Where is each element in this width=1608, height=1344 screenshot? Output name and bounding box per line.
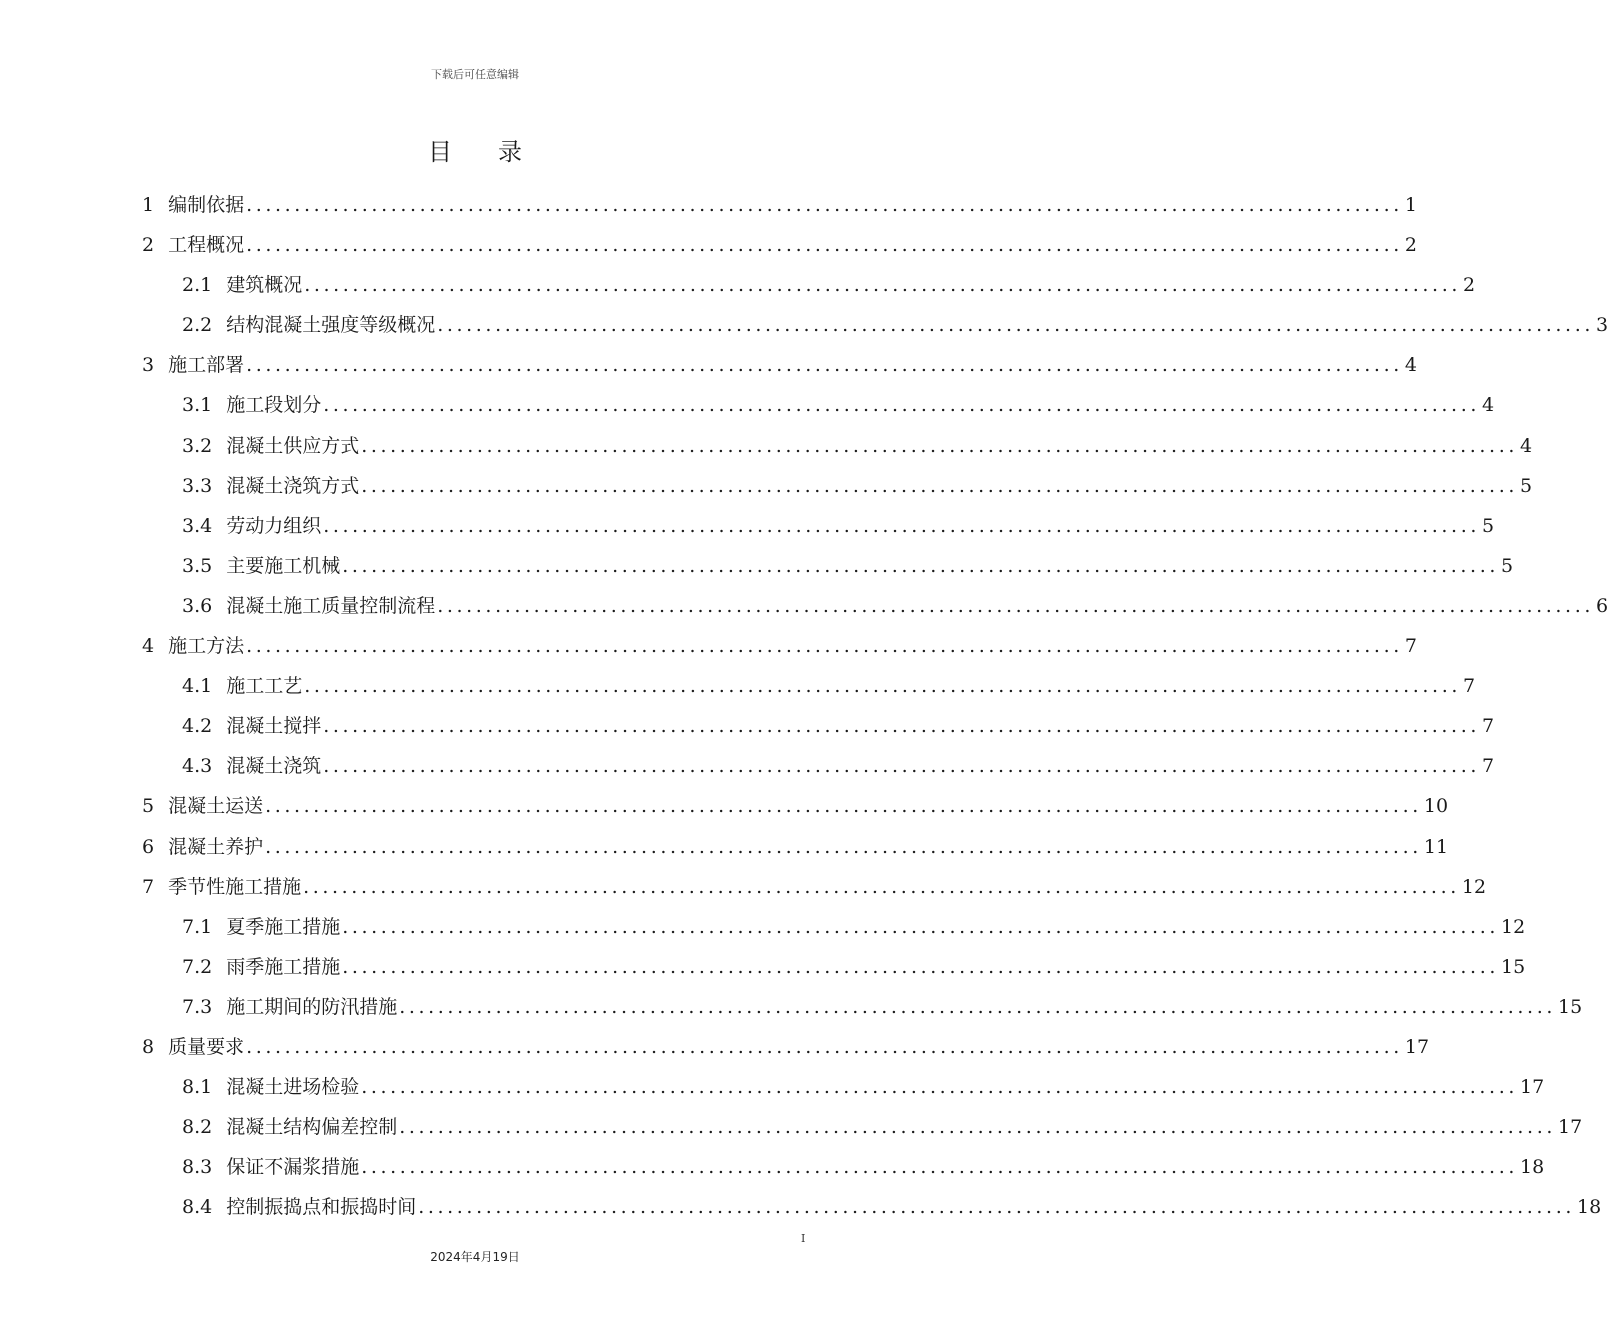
- toc-entry-title: 保证不漏浆措施: [226, 1156, 360, 1179]
- footer-date: 2024年4月19日: [430, 1250, 520, 1264]
- toc-entry[interactable]: [142, 185, 1417, 225]
- toc-entry-title: 混凝土施工质量控制流程: [226, 594, 436, 617]
- toc-entry-page: 15: [1557, 995, 1583, 1018]
- toc-entry-title: 施工方法: [168, 635, 245, 658]
- dot-leader: ........................................................................................................................: [246, 354, 1403, 377]
- dot-leader: ........................................................................................................................: [303, 875, 1460, 898]
- toc-entry-number: 4.1: [182, 675, 213, 698]
- toc-entry-number: 2.1: [182, 274, 213, 297]
- dot-leader: ........................................................................................................................: [265, 835, 1422, 858]
- toc-entry-number: 8.1: [182, 1076, 213, 1099]
- toc-entry-title: 混凝土浇筑方式: [226, 474, 360, 497]
- toc-entry-page: 7: [1481, 755, 1495, 778]
- toc-entry[interactable]: [142, 546, 1514, 586]
- toc-entry-number: 3.2: [182, 434, 213, 457]
- toc-entry[interactable]: [142, 666, 1476, 706]
- toc-entry-title: 季节性施工措施: [168, 875, 302, 898]
- toc-entry-number: 6: [142, 835, 155, 858]
- dot-leader: ........................................................................................................................: [246, 234, 1403, 257]
- toc-entry[interactable]: [142, 385, 1495, 425]
- toc-entry-title: 建筑概况: [226, 274, 303, 297]
- toc-entry-title: 施工部署: [168, 354, 245, 377]
- toc-entry-page: 18: [1576, 1196, 1602, 1219]
- toc-entry-title: 劳动力组织: [226, 514, 322, 537]
- toc-entry-number: 3.3: [182, 474, 213, 497]
- toc-entry-number: 3.1: [182, 394, 213, 417]
- toc-entry-page: 7: [1462, 675, 1476, 698]
- dot-leader: ........................................................................................................................: [361, 1076, 1518, 1099]
- toc-entry-page: 4: [1404, 354, 1417, 377]
- toc-entry-page: 17: [1404, 1035, 1430, 1058]
- toc-entry[interactable]: [142, 426, 1533, 466]
- toc-entry-title: 主要施工机械: [226, 554, 341, 577]
- toc-entry-page: 6: [1595, 594, 1608, 617]
- dot-leader: ........................................................................................................................: [399, 995, 1556, 1018]
- table-of-contents: [142, 185, 1608, 1227]
- dot-leader: ........................................................................................................................: [361, 474, 1518, 497]
- toc-entry-title: 混凝土供应方式: [226, 434, 360, 457]
- page-number: I: [801, 1232, 806, 1245]
- toc-entry-number: 3.4: [182, 514, 213, 537]
- toc-entry[interactable]: [142, 345, 1417, 385]
- dot-leader: ........................................................................................................................: [304, 675, 1461, 698]
- toc-entry[interactable]: [142, 706, 1495, 746]
- toc-entry[interactable]: [142, 1147, 1545, 1187]
- toc-entry-number: 8.3: [182, 1156, 213, 1179]
- toc-entry[interactable]: [142, 827, 1449, 867]
- dot-leader: ........................................................................................................................: [437, 314, 1594, 337]
- toc-entry-page: 18: [1519, 1156, 1545, 1179]
- toc-entry[interactable]: [142, 987, 1583, 1027]
- dot-leader: ........................................................................................................................: [246, 635, 1403, 658]
- toc-entry[interactable]: [142, 786, 1449, 826]
- toc-entry-title: 混凝土浇筑: [226, 755, 322, 778]
- toc-entry-page: 12: [1461, 875, 1487, 898]
- toc-entry-page: 5: [1519, 474, 1533, 497]
- dot-leader: ........................................................................................................................: [418, 1196, 1575, 1219]
- toc-entry-number: 7.1: [182, 915, 213, 938]
- toc-entry[interactable]: [142, 626, 1417, 666]
- toc-entry-title: 工程概况: [168, 234, 245, 257]
- toc-entry-page: 1: [1404, 194, 1417, 216]
- dot-leader: ........................................................................................................................: [246, 194, 1403, 216]
- toc-entry-title: 施工工艺: [226, 675, 303, 698]
- toc-entry-number: 8.4: [182, 1196, 213, 1219]
- toc-entry[interactable]: [142, 1107, 1583, 1147]
- toc-entry-title: 混凝土搅拌: [226, 715, 322, 738]
- toc-entry-title: 编制依据: [168, 194, 245, 216]
- toc-entry[interactable]: [142, 506, 1495, 546]
- toc-entry-title: 混凝土进场检验: [226, 1076, 360, 1099]
- toc-entry-number: 4.3: [182, 755, 213, 778]
- toc-entry-number: 2.2: [182, 314, 213, 337]
- toc-entry-page: 3: [1595, 314, 1608, 337]
- toc-title: 目录: [428, 138, 568, 166]
- toc-entry[interactable]: [142, 1027, 1430, 1067]
- toc-entry-page: 2: [1404, 234, 1417, 257]
- toc-entry-number: 4.2: [182, 715, 213, 738]
- toc-entry[interactable]: [142, 466, 1533, 506]
- dot-leader: ........................................................................................................................: [265, 795, 1422, 818]
- toc-entry-title: 质量要求: [168, 1035, 245, 1058]
- dot-leader: ........................................................................................................................: [323, 715, 1480, 738]
- toc-entry-number: 2: [142, 234, 155, 257]
- toc-entry-title: 雨季施工措施: [226, 955, 341, 978]
- dot-leader: ........................................................................................................................: [437, 594, 1594, 617]
- toc-entry-page: 5: [1500, 554, 1514, 577]
- toc-entry-number: 3.6: [182, 594, 213, 617]
- toc-entry-number: 7.2: [182, 955, 213, 978]
- toc-entry-page: 15: [1500, 955, 1526, 978]
- toc-entry[interactable]: [142, 586, 1608, 626]
- dot-leader: ........................................................................................................................: [342, 915, 1499, 938]
- toc-entry-title: 混凝土养护: [168, 835, 264, 858]
- toc-entry-number: 7.3: [182, 995, 213, 1018]
- dot-leader: ........................................................................................................................: [399, 1116, 1556, 1139]
- toc-entry-number: 3: [142, 354, 155, 377]
- toc-entry[interactable]: [142, 1187, 1602, 1227]
- dot-leader: ........................................................................................................................: [361, 434, 1518, 457]
- toc-entry-page: 7: [1404, 635, 1417, 658]
- toc-entry-page: 11: [1423, 835, 1449, 858]
- toc-entry-number: 7: [142, 875, 155, 898]
- dot-leader: ........................................................................................................................: [246, 1035, 1403, 1058]
- toc-entry[interactable]: [142, 867, 1487, 907]
- toc-entry-page: 7: [1481, 715, 1495, 738]
- toc-entry-title: 混凝土结构偏差控制: [226, 1116, 398, 1139]
- toc-entry[interactable]: [142, 265, 1476, 305]
- toc-entry[interactable]: [142, 947, 1526, 987]
- toc-entry-page: 4: [1519, 434, 1533, 457]
- toc-entry[interactable]: [142, 746, 1495, 786]
- toc-entry-page: 17: [1519, 1076, 1545, 1099]
- dot-leader: ........................................................................................................................: [342, 554, 1499, 577]
- toc-entry-title: 施工段划分: [226, 394, 322, 417]
- toc-entry-number: 8: [142, 1035, 155, 1058]
- header-note: 下载后可任意编辑: [431, 68, 519, 81]
- toc-entry-page: 10: [1423, 795, 1449, 818]
- dot-leader: ........................................................................................................................: [323, 394, 1480, 417]
- toc-entry-title: 夏季施工措施: [226, 915, 341, 938]
- toc-entry-title: 控制振捣点和振捣时间: [226, 1196, 417, 1219]
- toc-entry-page: 12: [1500, 915, 1526, 938]
- toc-entry-page: 4: [1481, 394, 1495, 417]
- dot-leader: ........................................................................................................................: [342, 955, 1499, 978]
- toc-entry-number: 4: [142, 635, 155, 658]
- toc-entry-page: 5: [1481, 514, 1495, 537]
- toc-entry-title: 施工期间的防汛措施: [226, 995, 398, 1018]
- toc-entry-number: 8.2: [182, 1116, 213, 1139]
- toc-entry-title: 混凝土运送: [168, 795, 264, 818]
- toc-entry[interactable]: [142, 305, 1608, 345]
- toc-entry-title: 结构混凝土强度等级概况: [226, 314, 436, 337]
- toc-entry[interactable]: [142, 1067, 1545, 1107]
- toc-entry-number: 5: [142, 795, 155, 818]
- dot-leader: ........................................................................................................................: [323, 514, 1480, 537]
- dot-leader: ........................................................................................................................: [304, 274, 1461, 297]
- dot-leader: ........................................................................................................................: [361, 1156, 1518, 1179]
- dot-leader: ........................................................................................................................: [323, 755, 1480, 778]
- toc-entry-page: 17: [1557, 1116, 1583, 1139]
- toc-entry-page: 2: [1462, 274, 1476, 297]
- toc-entry-number: 1: [142, 194, 155, 216]
- toc-entry[interactable]: [142, 225, 1417, 265]
- toc-entry-number: 3.5: [182, 554, 213, 577]
- toc-entry[interactable]: [142, 907, 1526, 947]
